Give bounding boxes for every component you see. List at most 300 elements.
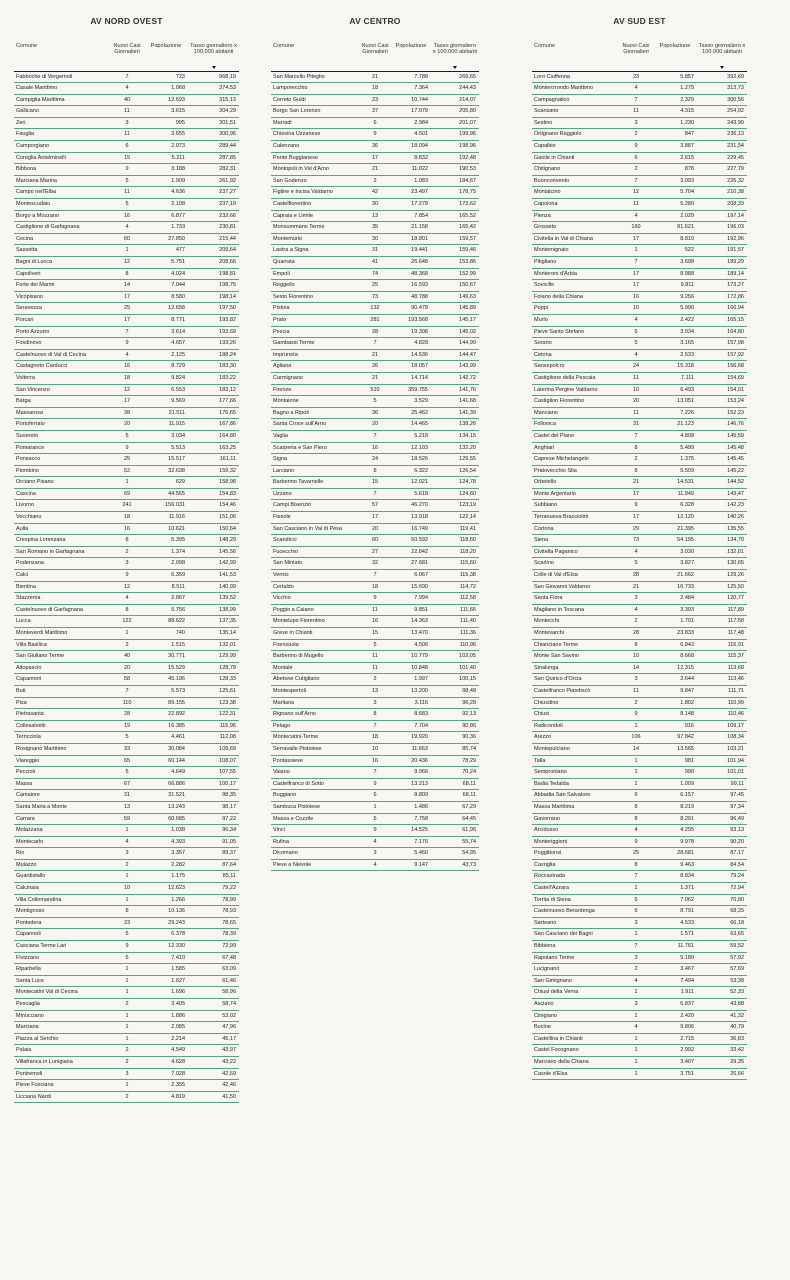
table-row: [271, 141, 479, 153]
cell-popolazione: 19.308: [391, 326, 431, 338]
header-comune[interactable]: Comune: [14, 38, 110, 71]
cell-comune: Montemignaio: [532, 245, 619, 257]
cell-comune: Pontassieve: [271, 755, 359, 767]
cell-tasso: 129,99: [188, 651, 239, 663]
cell-popolazione: 45.196: [144, 674, 188, 686]
cell-comune: Badia Tedalda: [532, 778, 619, 790]
table-row: [532, 268, 747, 280]
header-popolazione[interactable]: Popolazione: [391, 38, 431, 71]
header-tasso[interactable]: [188, 38, 239, 71]
cell-tasso: 36,83: [697, 1033, 747, 1045]
header-popolazione[interactable]: Popolazione: [144, 38, 188, 71]
cell-popolazione: 1.909: [144, 175, 188, 187]
cell-tasso: 70,80: [697, 894, 747, 906]
cell-tasso: 205,80: [431, 106, 479, 118]
cell-tasso: 154,83: [188, 488, 239, 500]
cell-popolazione: 9.824: [144, 372, 188, 384]
cell-nuovi-casi: 2: [110, 1056, 144, 1068]
cell-nuovi-casi: 1: [359, 801, 391, 813]
cell-tasso: 132,01: [188, 639, 239, 651]
cell-nuovi-casi: 11: [359, 651, 391, 663]
table-row: [14, 465, 239, 477]
table-row: [532, 755, 747, 767]
cell-tasso: 300,56: [697, 94, 747, 106]
cell-popolazione: 1.230: [653, 117, 697, 129]
cell-comune: Capraia e Limite: [271, 210, 359, 222]
cell-comune: Lucignano: [532, 964, 619, 976]
cell-nuovi-casi: 18: [359, 732, 391, 744]
cell-nuovi-casi: 1: [619, 1045, 653, 1057]
table-row: [14, 338, 239, 350]
table-row: [14, 720, 239, 732]
cell-tasso: 164,80: [697, 326, 747, 338]
cell-tasso: 97,22: [188, 813, 239, 825]
cell-comune: Sassetta: [14, 245, 110, 257]
cell-comune: Volterra: [14, 372, 110, 384]
header-tasso[interactable]: [431, 38, 479, 71]
cell-comune: Livorno: [14, 500, 110, 512]
cell-nuovi-casi: 11: [359, 604, 391, 616]
cell-tasso: 125,50: [697, 581, 747, 593]
cell-tasso: 102,05: [431, 651, 479, 663]
table-row: [14, 883, 239, 895]
table-row: [14, 442, 239, 454]
table-row: [532, 929, 747, 941]
cell-popolazione: 3.405: [144, 999, 188, 1011]
cell-comune: Pontedera: [14, 917, 110, 929]
cell-nuovi-casi: 36: [359, 407, 391, 419]
cell-comune: Altopascio: [14, 662, 110, 674]
header-tasso-label: Tasso giornaliero x 100.000 abitanti: [190, 43, 237, 56]
table-row: [532, 280, 747, 292]
cell-nuovi-casi: 1: [619, 929, 653, 941]
cell-comune: Caprese Michelangelo: [532, 454, 619, 466]
cell-nuovi-casi: 8: [619, 442, 653, 454]
cell-comune: Chiesina Uzzanese: [271, 129, 359, 141]
cell-nuovi-casi: 14: [110, 280, 144, 292]
cell-nuovi-casi: 40: [110, 651, 144, 663]
cell-popolazione: 5.513: [144, 442, 188, 454]
table-row: [14, 361, 239, 373]
header-nuovi-casi[interactable]: Nuovi Casi Giornalieri: [359, 38, 391, 71]
table-row: [14, 430, 239, 442]
table-body: [14, 71, 239, 1103]
table-row: [532, 1056, 747, 1068]
cell-tasso: 108,07: [188, 755, 239, 767]
cell-nuovi-casi: 41: [359, 257, 391, 269]
cell-comune: Cortona: [532, 523, 619, 535]
cell-tasso: 92,13: [431, 709, 479, 721]
cell-nuovi-casi: 1: [110, 871, 144, 883]
table-row: [532, 535, 747, 547]
cell-popolazione: 359.755: [391, 384, 431, 396]
cell-comune: Bagno a Ripoli: [271, 407, 359, 419]
cell-comune: Gaiole in Chianti: [532, 152, 619, 164]
cell-nuovi-casi: 1: [110, 245, 144, 257]
cell-tasso: 287,85: [188, 152, 239, 164]
cell-popolazione: 8.511: [144, 581, 188, 593]
header-comune[interactable]: Comune: [532, 38, 619, 71]
table-row: [14, 83, 239, 95]
cell-comune: Minucciano: [14, 1010, 110, 1022]
cell-tasso: 78,65: [188, 917, 239, 929]
cell-popolazione: 7.410: [144, 952, 188, 964]
cell-tasso: 237,19: [188, 199, 239, 211]
table-row: [532, 233, 747, 245]
table-row: [532, 488, 747, 500]
table-row: [532, 523, 747, 535]
cell-comune: Aulla: [14, 523, 110, 535]
header-popolazione[interactable]: Popolazione: [653, 38, 697, 71]
table-row: [14, 187, 239, 199]
cell-tasso: 152,23: [697, 407, 747, 419]
table-row: [14, 129, 239, 141]
cell-popolazione: 14.531: [653, 477, 697, 489]
table-row: [14, 778, 239, 790]
header-row: [271, 38, 479, 71]
cell-nuovi-casi: 8: [619, 801, 653, 813]
cell-popolazione: 30.771: [144, 651, 188, 663]
cell-tasso: 159,57: [431, 233, 479, 245]
cell-tasso: 190,53: [431, 164, 479, 176]
cell-tasso: 138,26: [431, 419, 479, 431]
cell-tasso: 176,65: [188, 407, 239, 419]
cell-nuovi-casi: 1: [110, 628, 144, 640]
header-tasso[interactable]: [697, 38, 747, 71]
cell-tasso: 156,68: [697, 361, 747, 373]
cell-tasso: 40,79: [697, 1022, 747, 1034]
cell-tasso: 229,45: [697, 152, 747, 164]
cell-comune: Borgo a Mozzano: [14, 210, 110, 222]
table-row: [14, 199, 239, 211]
cell-popolazione: 1.486: [391, 801, 431, 813]
cell-nuovi-casi: 17: [619, 512, 653, 524]
cell-comune: San Quirico d'Orcia: [532, 674, 619, 686]
cell-tasso: 173,62: [431, 199, 479, 211]
cell-tasso: 232,66: [188, 210, 239, 222]
cell-nuovi-casi: 30: [359, 233, 391, 245]
table-row: [532, 871, 747, 883]
cell-nuovi-casi: 3: [619, 593, 653, 605]
cell-tasso: 108,34: [697, 732, 747, 744]
cell-tasso: 100,17: [188, 778, 239, 790]
cell-tasso: 128,33: [188, 674, 239, 686]
cell-comune: Forte dei Marmi: [14, 280, 110, 292]
cell-tasso: 141,53: [188, 570, 239, 582]
cell-tasso: 165,52: [431, 210, 479, 222]
cell-tasso: 154,46: [188, 500, 239, 512]
cell-popolazione: 6.877: [144, 210, 188, 222]
table-row: [271, 604, 479, 616]
cell-nuovi-casi: 1: [110, 1010, 144, 1022]
header-tasso-label: Tasso giornaliero x 100.000 abitanti: [698, 43, 746, 56]
cell-tasso: 53,02: [188, 1010, 239, 1022]
cell-nuovi-casi: 7: [619, 430, 653, 442]
cell-comune: Zeri: [14, 117, 110, 129]
cell-nuovi-casi: 2: [110, 546, 144, 558]
cell-comune: Sovicille: [532, 280, 619, 292]
header-nuovi-casi[interactable]: Nuovi Casi Giornalieri: [110, 38, 144, 71]
table-row: [532, 94, 747, 106]
cell-comune: Civitella Paganico: [532, 546, 619, 558]
cell-tasso: 143,99: [431, 361, 479, 373]
cell-comune: Marciana Marina: [14, 175, 110, 187]
cell-tasso: 63,65: [697, 929, 747, 941]
cell-popolazione: 8.809: [391, 790, 431, 802]
table-row: [532, 709, 747, 721]
cell-nuovi-casi: 30: [359, 199, 391, 211]
cell-comune: Stazzema: [14, 593, 110, 605]
cell-popolazione: 1.802: [653, 697, 697, 709]
cell-comune: San Vincenzo: [14, 384, 110, 396]
cell-comune: Loro Ciuffenna: [532, 71, 619, 83]
cell-popolazione: 3.751: [653, 1068, 697, 1080]
cell-popolazione: 2.098: [144, 558, 188, 570]
cell-nuovi-casi: 5: [110, 767, 144, 779]
table-row: [14, 245, 239, 257]
cell-tasso: 117,58: [697, 616, 747, 628]
cell-popolazione: 14.363: [391, 616, 431, 628]
table-row: [271, 477, 479, 489]
cell-comune: Anghiari: [532, 442, 619, 454]
cell-tasso: 59,52: [697, 941, 747, 953]
cell-tasso: 214,07: [431, 94, 479, 106]
table-row: [14, 326, 239, 338]
cell-tasso: 43,88: [697, 999, 747, 1011]
cell-popolazione: 6.553: [144, 384, 188, 396]
table-row: [14, 952, 239, 964]
cell-popolazione: 5.460: [391, 848, 431, 860]
cell-comune: Santa Croce sull'Arno: [271, 419, 359, 431]
cell-nuovi-casi: 5: [110, 732, 144, 744]
cell-popolazione: 23.833: [653, 628, 697, 640]
cell-comune: Buonconvento: [532, 175, 619, 187]
cell-tasso: 90,36: [431, 732, 479, 744]
cell-tasso: 128,79: [188, 662, 239, 674]
cell-nuovi-casi: 5: [110, 199, 144, 211]
table-row: [14, 662, 239, 674]
cell-popolazione: 8.291: [653, 813, 697, 825]
cell-tasso: 197,50: [188, 303, 239, 315]
table-row: [271, 419, 479, 431]
cell-popolazione: 97.842: [653, 732, 697, 744]
cell-popolazione: 15.517: [144, 454, 188, 466]
cell-nuovi-casi: 9: [619, 709, 653, 721]
cell-nuovi-casi: 6: [110, 141, 144, 153]
cell-comune: Rio: [14, 848, 110, 860]
cell-comune: Montignoso: [14, 906, 110, 918]
cell-nuovi-casi: 28: [619, 628, 653, 640]
table-row: [271, 558, 479, 570]
cell-nuovi-casi: 4: [619, 83, 653, 95]
cell-nuovi-casi: 2: [359, 674, 391, 686]
cell-tasso: 79,22: [188, 883, 239, 895]
cell-comune: Porto Azzurro: [14, 326, 110, 338]
cell-nuovi-casi: 1: [619, 1010, 653, 1022]
header-nuovi-casi[interactable]: Nuovi Casi Giornalieri: [619, 38, 653, 71]
cell-comune: Montepulciano: [532, 743, 619, 755]
table-row: [271, 500, 479, 512]
cell-tasso: 122,31: [188, 709, 239, 721]
table-row: [532, 790, 747, 802]
cell-popolazione: 4.808: [653, 430, 697, 442]
cell-tasso: 67,29: [431, 801, 479, 813]
cell-comune: Castelfiorentino: [271, 199, 359, 211]
cell-nuovi-casi: 4: [619, 546, 653, 558]
header-comune[interactable]: Comune: [271, 38, 359, 71]
cell-comune: Pieve Fosciana: [14, 1080, 110, 1092]
cell-comune: Castel del Piano: [532, 430, 619, 442]
cell-comune: Fosdinovo: [14, 338, 110, 350]
cell-tasso: 130,65: [697, 558, 747, 570]
cell-nuovi-casi: 1: [110, 964, 144, 976]
cell-nuovi-casi: 1: [619, 1068, 653, 1080]
cell-nuovi-casi: 25: [619, 848, 653, 860]
cell-nuovi-casi: 7: [619, 257, 653, 269]
cell-comune: Piombino: [14, 465, 110, 477]
cell-popolazione: 18.057: [391, 361, 431, 373]
table-row: [271, 257, 479, 269]
cell-nuovi-casi: 8: [619, 813, 653, 825]
cell-tasso: 151,06: [188, 512, 239, 524]
table-row: [271, 338, 479, 350]
cell-comune: Sambuca Pistoiese: [271, 801, 359, 813]
table-row: [14, 268, 239, 280]
cell-tasso: 193,82: [188, 314, 239, 326]
table-row: [532, 372, 747, 384]
table-row: [532, 384, 747, 396]
cell-popolazione: 10.621: [144, 523, 188, 535]
cell-comune: Castelnuovo di Garfagnana: [14, 604, 110, 616]
table-row: [532, 419, 747, 431]
table-row: [14, 871, 239, 883]
table-row: [14, 349, 239, 361]
cell-comune: Gallicano: [14, 106, 110, 118]
cell-comune: Guardistallo: [14, 871, 110, 883]
cell-nuovi-casi: 4: [359, 836, 391, 848]
cell-comune: Barga: [14, 396, 110, 408]
cell-tasso: 173,27: [697, 280, 747, 292]
cell-nuovi-casi: 17: [110, 314, 144, 326]
cell-popolazione: 9.966: [391, 767, 431, 779]
cell-popolazione: 4.315: [653, 106, 697, 118]
cell-popolazione: 8.580: [144, 291, 188, 303]
cell-nuovi-casi: 7: [359, 570, 391, 582]
cell-tasso: 196,03: [697, 222, 747, 234]
cell-popolazione: 12.120: [653, 512, 697, 524]
table-row: [532, 813, 747, 825]
cell-tasso: 209,64: [188, 245, 239, 257]
cell-comune: Suvereto: [14, 430, 110, 442]
cell-tasso: 114,72: [431, 581, 479, 593]
cell-comune: Molazzana: [14, 825, 110, 837]
cell-tasso: 33,42: [697, 1045, 747, 1057]
table-row: [532, 152, 747, 164]
cell-nuovi-casi: 65: [110, 755, 144, 767]
cell-nuovi-casi: 6: [619, 790, 653, 802]
cell-popolazione: 3.116: [391, 697, 431, 709]
cell-nuovi-casi: 20: [619, 396, 653, 408]
cell-comune: Capannoli: [14, 929, 110, 941]
cell-comune: Chiusi: [532, 709, 619, 721]
cell-tasso: 149,63: [431, 291, 479, 303]
table-row: [532, 164, 747, 176]
cell-popolazione: 2.420: [653, 1010, 697, 1022]
cell-popolazione: 2.992: [653, 1045, 697, 1057]
cell-tasso: 154,69: [697, 372, 747, 384]
cell-comune: Semproniano: [532, 767, 619, 779]
table-row: [14, 396, 239, 408]
cell-comune: Empoli: [271, 268, 359, 280]
table-row: [271, 372, 479, 384]
cell-comune: Bagni di Lucca: [14, 257, 110, 269]
cell-tasso: 110,96: [431, 639, 479, 651]
table-row: [14, 616, 239, 628]
cell-nuovi-casi: 5: [110, 952, 144, 964]
cell-comune: Bucine: [532, 1022, 619, 1034]
table-row: [14, 604, 239, 616]
cell-nuovi-casi: 9: [359, 129, 391, 141]
table-row: [532, 674, 747, 686]
cell-nuovi-casi: 4: [619, 210, 653, 222]
cell-comune: Foiano della Chiana: [532, 291, 619, 303]
table-row: [532, 570, 747, 582]
cell-nuovi-casi: 2: [359, 175, 391, 187]
table-row: [271, 465, 479, 477]
cell-popolazione: 3.698: [653, 257, 697, 269]
cell-popolazione: 10.848: [391, 662, 431, 674]
cell-popolazione: 19.920: [391, 732, 431, 744]
cell-comune: Scandicci: [271, 535, 359, 547]
table-row: [532, 801, 747, 813]
cell-tasso: 134,15: [431, 430, 479, 442]
table-row: [271, 129, 479, 141]
cell-tasso: 188,24: [188, 349, 239, 361]
cell-tasso: 191,57: [697, 245, 747, 257]
cell-popolazione: 3.393: [653, 604, 697, 616]
cell-popolazione: 2.867: [144, 593, 188, 605]
cell-popolazione: 27.681: [391, 558, 431, 570]
cell-nuovi-casi: 16: [619, 291, 653, 303]
cell-popolazione: 6.837: [653, 999, 697, 1011]
cell-nuovi-casi: 31: [619, 419, 653, 431]
table-row: [14, 1010, 239, 1022]
cell-tasso: 129,26: [697, 570, 747, 582]
cell-comune: Figline e Incisa Valdarno: [271, 187, 359, 199]
table-row: [14, 372, 239, 384]
table-row: [14, 233, 239, 245]
cell-comune: Cascina: [14, 488, 110, 500]
cell-comune: Massa Marittima: [532, 801, 619, 813]
cell-popolazione: 3.357: [144, 848, 188, 860]
cell-comune: Sansepolcro: [532, 361, 619, 373]
cell-nuovi-casi: 1: [619, 720, 653, 732]
cell-popolazione: 1.701: [653, 616, 697, 628]
table-row: [14, 407, 239, 419]
cell-tasso: 93,13: [697, 825, 747, 837]
table-row: [271, 801, 479, 813]
cell-comune: Firenze: [271, 384, 359, 396]
cell-tasso: 52,33: [697, 987, 747, 999]
cell-nuovi-casi: 5: [619, 326, 653, 338]
cell-popolazione: 20.436: [391, 755, 431, 767]
cell-nuovi-casi: 2: [619, 697, 653, 709]
cell-nuovi-casi: 69: [110, 488, 144, 500]
cell-comune: Orbetello: [532, 477, 619, 489]
cell-nuovi-casi: 15: [110, 152, 144, 164]
cell-nuovi-casi: 16: [110, 523, 144, 535]
cell-popolazione: 3.093: [653, 175, 697, 187]
